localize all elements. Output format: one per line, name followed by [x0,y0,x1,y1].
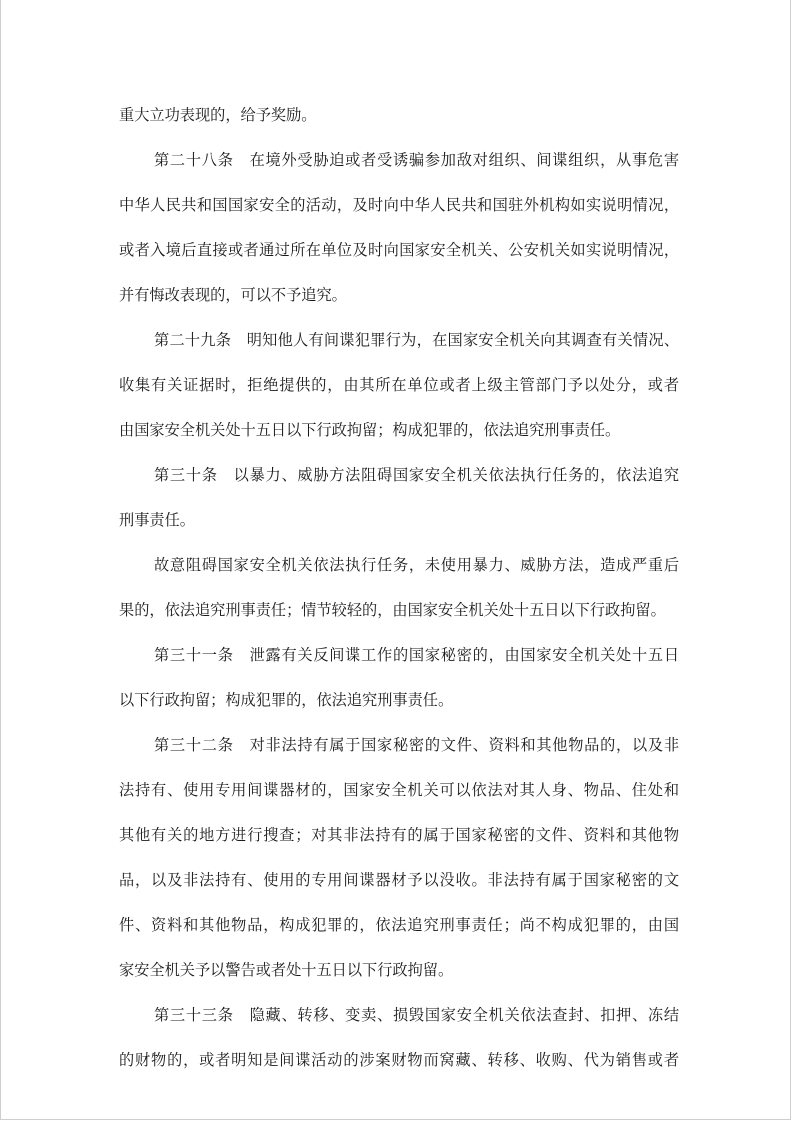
text-line: 或者入境后直接或者通过所在单位及时向国家安全机关、公安机关如实说明情况， [119,241,679,259]
text-line: 第二十八条 在境外受胁迫或者受诱骗参加敌对组织、间谍组织，从事危害 [154,151,679,169]
text-line: 的财物的，或者明知是间谍活动的涉案财物而窝藏、转移、收购、代为销售或者 [119,1051,679,1069]
text-line: 法持有、使用专用间谍器材的，国家安全机关可以依法对其人身、物品、住处和 [119,781,679,799]
text-line: 其他有关的地方进行搜查；对其非法持有的属于国家秘密的文件、资料和其他物 [119,826,679,844]
text-line: 并有悔改表现的，可以不予追究。 [119,286,347,304]
text-line: 果的，依法追究刑事责任；情节较轻的，由国家安全机关处十五日以下行政拘留。 [119,601,666,619]
text-line: 品，以及非法持有、使用的专用间谍器材予以没收。非法持有属于国家秘密的文 [119,871,679,889]
text-line: 中华人民共和国国家安全的活动，及时向中华人民共和国驻外机构如实说明情况， [119,196,679,214]
text-line: 家安全机关予以警告或者处十五日以下行政拘留。 [119,961,454,979]
text-line: 第三十二条 对非法持有属于国家秘密的文件、资料和其他物品的，以及非 [154,736,679,754]
text-line: 以下行政拘留；构成犯罪的，依法追究刑事责任。 [119,691,454,709]
text-line: 重大立功表现的，给予奖励。 [119,106,317,124]
text-line: 由国家安全机关处十五日以下行政拘留；构成犯罪的，依法追究刑事责任。 [119,421,621,439]
text-line: 第三十一条 泄露有关反间谍工作的国家秘密的，由国家安全机关处十五日 [154,646,679,664]
text-line: 件、资料和其他物品，构成犯罪的，依法追究刑事责任；尚不构成犯罪的，由国 [119,916,679,934]
text-line: 故意阻碍国家安全机关依法执行任务，未使用暴力、威胁方法，造成严重后 [154,556,679,574]
text-line: 第三十三条 隐藏、转移、变卖、损毁国家安全机关依法查封、扣押、冻结 [154,1006,679,1024]
text-line: 第三十条 以暴力、威胁方法阻碍国家安全机关依法执行任务的，依法追究 [154,466,679,484]
text-line: 收集有关证据时，拒绝提供的，由其所在单位或者上级主管部门予以处分，或者 [119,376,679,394]
text-line: 第二十九条 明知他人有间谍犯罪行为，在国家安全机关向其调查有关情况、 [154,331,679,349]
text-line: 刑事责任。 [119,511,195,529]
